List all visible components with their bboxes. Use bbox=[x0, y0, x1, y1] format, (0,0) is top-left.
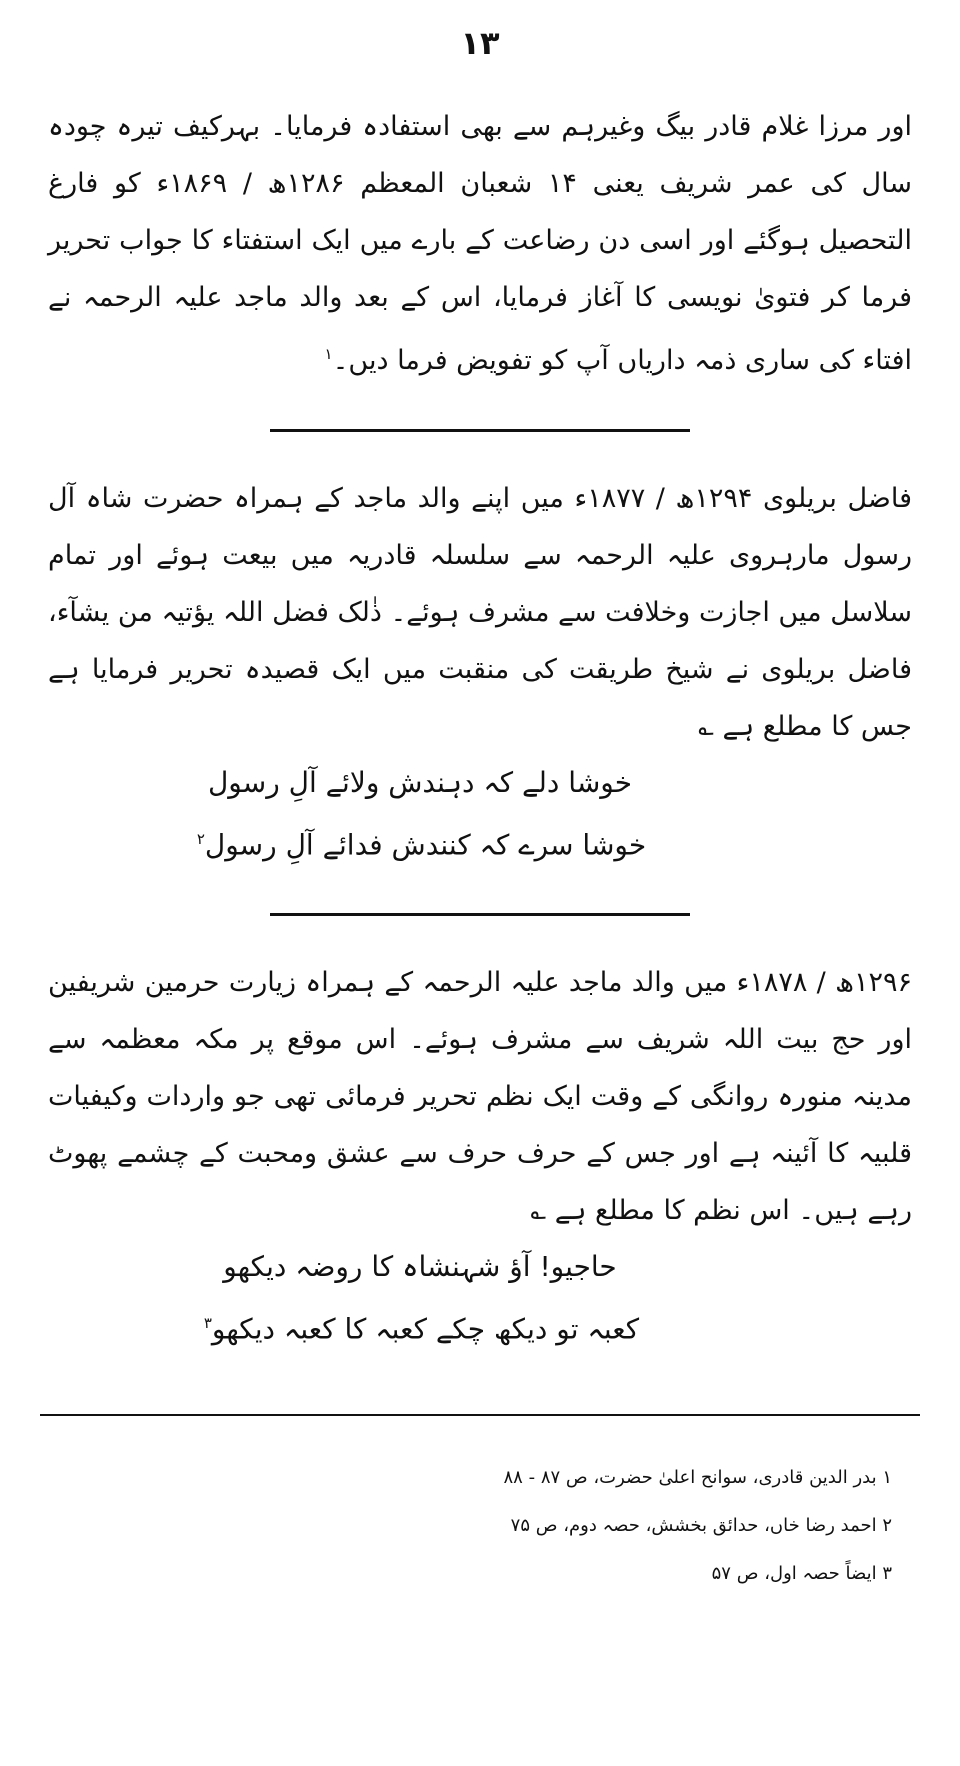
paragraph-2: فاضل بریلوی ۱۲۹۴ھ / ۱۸۷۷ء میں اپنے والد ماجد کے ہمراہ حضرت شاہ آل رسول مارہروی علیہ الرحمہ سے سلسلہ قادریہ میں بیعت ہوئے اور تمام سلاسل میں اجازت وخلافت سے مشرف ہوئے۔ ذٰلک فضل اللہ یؤتیہ من یشآء، فاضل بریلوی نے شیخ طریقت کی منقبت میں ایک قصیدہ تحریر فرمایا ہے جس کا مطلع ہے ؎ bbox=[48, 483, 912, 742]
footnote-ref-3: ۳ bbox=[203, 1314, 212, 1333]
footnote-3: ۳ ایضاً حصہ اول، ص ۵۷ bbox=[711, 1562, 892, 1584]
paragraph-1 bbox=[40, 98, 920, 389]
paragraph-3: ۱۲۹۶ھ / ۱۸۷۸ء میں والد ماجد علیہ الرحمہ کے ہمراہ زیارت حرمین شریفین اور حج بیت اللہ شریف سے مشرف ہوئے۔ اس موقع پر مکہ معظمہ سے مدینہ منورہ روانگی کے وقت ایک نظم تحریر فرمائی تھی جو واردات وکیفیات قلبیہ کا آئینہ ہے اور جس کے حرف حرف سے عشق ومحبت کے چشمے پھوٹ رہے ہیں۔ اس نظم کا مطلع ہے ؎ bbox=[48, 967, 912, 1227]
verse-2-line-1: حاجیو! آؤ شہنشاہ کا روضہ دیکھو bbox=[223, 1250, 617, 1284]
paragraph-1-text: اور مرزا غلام قادر بیگ وغیرہم سے بھی استفادہ فرمایا۔ بہرکیف تیرہ چودہ سال کی عمر شریف یعنی ۱۴ شعبان المعظم ۱۲۸۶ھ / ۱۸۶۹ء کو فارغ التحصیل ہوگئے اور اسی دن رضاعت کے بارے میں ایک استفتاء کا جواب تحریر فرما کر فتویٰ نویسی کا آغاز فرمایا، اس کے بعد والد ماجد علیہ الرحمہ نے افتاء کی ساری ذمہ داریاں آپ کو تفویض فرما دیں۔ bbox=[48, 111, 912, 376]
footnote-1: ۱ بدر الدین قادری، سوانح اعلیٰ حضرت، ص ۸۷ - ۸۸ bbox=[503, 1466, 892, 1488]
verse-block-1 bbox=[40, 755, 920, 873]
section-divider-1 bbox=[270, 429, 690, 432]
footnote-ref-1: ۱ bbox=[324, 345, 333, 363]
footnote-ref-2: ۲ bbox=[196, 830, 205, 848]
footnotes bbox=[40, 1456, 920, 1596]
section-divider-2 bbox=[270, 913, 690, 916]
footnote-2: ۲ احمد رضا خاں، حدائق بخشش، حصہ دوم، ص ۷۵ bbox=[510, 1514, 892, 1536]
verse-1-line-1: خوشا دلے کہ دہندش ولائے آلِ رسول bbox=[207, 766, 633, 799]
page-number: ۱۳ bbox=[460, 24, 500, 62]
verse-2-line-2: کعبہ تو دیکھ چکے کعبہ کا کعبہ دیکھو$^۳$ bbox=[203, 1312, 640, 1346]
verse-1-line-2: خوشا سرے کہ کنندش فدائے آلِ رسول$^۲$ bbox=[196, 828, 647, 862]
verse-block-2 bbox=[40, 1239, 920, 1357]
footnote-divider bbox=[40, 1414, 920, 1416]
